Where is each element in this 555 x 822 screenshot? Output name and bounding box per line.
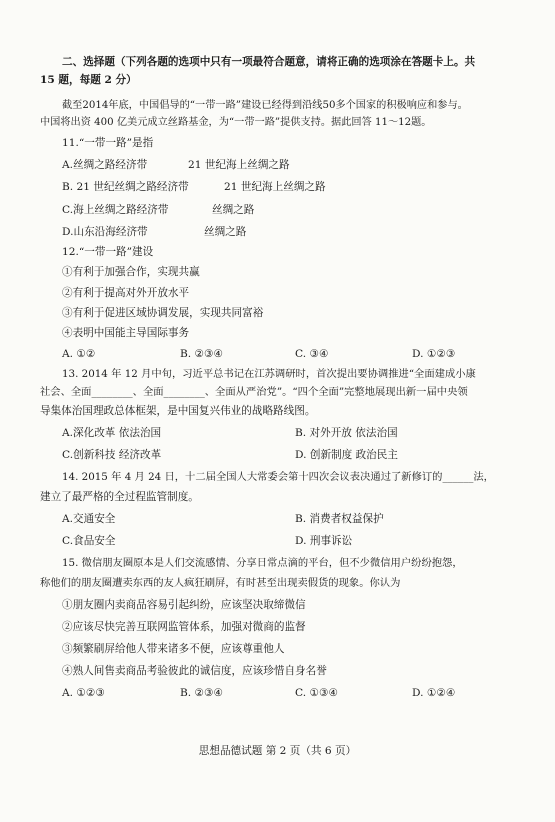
q15-item-4: ④熟人间售卖商品考验彼此的诚信度，应该珍惜自身名誉: [62, 665, 327, 677]
q13-option-b: B. 对外开放 依法治国: [295, 427, 398, 439]
q15-option-a: A. ①②③: [62, 687, 105, 699]
q12-option-c: C. ③④: [295, 348, 329, 360]
q11-option-c-part1: C.海上丝绸之路经济带: [62, 204, 169, 216]
q13-line1: 13. 2014 年 12 月中旬，习近平总书记在江苏调研时，首次提出要协调推进“全面建成小康: [62, 368, 476, 380]
q12-item-4: ④表明中国能主导国际事务: [62, 327, 190, 339]
section-header-line2: 15 题，每题 2 分）: [40, 74, 137, 86]
q12-item-1: ①有利于加强合作，实现共赢: [62, 266, 200, 278]
q12-item-3: ③有利于促进区域协调发展，实现共同富裕: [62, 307, 264, 319]
q14-option-a: A.交通安全: [62, 513, 116, 525]
q14-option-c: C.食品安全: [62, 535, 116, 547]
q15-option-c: C. ①③④: [295, 687, 338, 699]
q15-line2: 称他们的朋友圈遭卖东西的友人疯狂刷屏，有时甚至出现卖假货的现象。你认为: [40, 577, 401, 589]
q15-option-b: B. ②③④: [180, 687, 224, 699]
q15-option-d: D. ①②④: [412, 687, 456, 699]
q15-item-2: ②应该尽快完善互联网监管体系，加强对微商的监督: [62, 621, 306, 633]
q12-item-2: ②有利于提高对外开放水平: [62, 287, 190, 299]
intro-line1: 截至2014年底，中国倡导的“一带一路”建设已经得到沿线50多个国家的积极响应和参与。: [62, 100, 468, 111]
q12-option-b: B. ②③④: [180, 348, 224, 360]
q11-option-b-part1: B. 21 世纪丝绸之路经济带: [62, 181, 189, 193]
q14-line2: 建立了最严格的全过程监管制度。: [40, 491, 199, 503]
q12-option-d: D. ①②③: [412, 348, 456, 360]
q14-option-d: D. 刑事诉讼: [295, 535, 353, 547]
q11-option-a-part2: 21 世纪海上丝绸之路: [188, 159, 290, 171]
q14-option-b: B. 消费者权益保护: [295, 513, 384, 525]
intro-line2: 中国将出资 400 亿美元成立丝路基金，为“一带一路”提供支持。据此回答 11～12题。: [40, 117, 432, 128]
q11-option-c-part2: 丝绸之路: [212, 204, 255, 216]
q12-stem: 12.“一带一路”建设: [62, 246, 154, 258]
q11-option-d-part1: D.山东沿海经济带: [62, 226, 148, 238]
q13-line2: 社会、全面________、全面________、全面从严治党”。“四个全面”完整地展现出新一届中央领: [40, 386, 468, 398]
q13-line3: 导集体治国理政总体框架，是中国复兴伟业的战略路线图。: [40, 405, 316, 417]
q11-stem: 11.“一带一路”是指: [62, 137, 154, 149]
q11-option-a-part1: A.丝绸之路经济带: [62, 159, 148, 171]
q13-option-c: C.创新科技 经济改革: [62, 449, 162, 461]
q13-option-a: A.深化改革 依法治国: [62, 427, 162, 439]
q11-option-b-part2: 21 世纪海上丝绸之路: [224, 181, 326, 193]
q12-option-a: A. ①②: [62, 348, 96, 360]
q13-option-d: D. 创新制度 政治民主: [295, 449, 398, 461]
q15-item-3: ③频繁刷屏给他人带来诸多不便，应该尊重他人: [62, 643, 285, 655]
q15-line1: 15. 微信朋友圈原本是人们交流感情、分享日常点滴的平台，但不少微信用户纷纷抱怨，: [62, 557, 463, 569]
page-footer: 思想品德试题 第 2 页（共 6 页）: [198, 745, 357, 757]
section-header-line1: 二、选择题（下列各题的选项中只有一项最符合题意，请将正确的选项涂在答题卡上。共: [62, 56, 476, 68]
q14-line1: 14. 2015 年 4 月 24 日，十二届全国人大常委会第十四次会议表决通过了新修订的______法，: [62, 471, 494, 483]
q15-item-1: ①朋友圈内卖商品容易引起纠纷，应该坚决取缔微信: [62, 599, 306, 611]
q11-option-d-part2: 丝绸之路: [204, 226, 247, 238]
